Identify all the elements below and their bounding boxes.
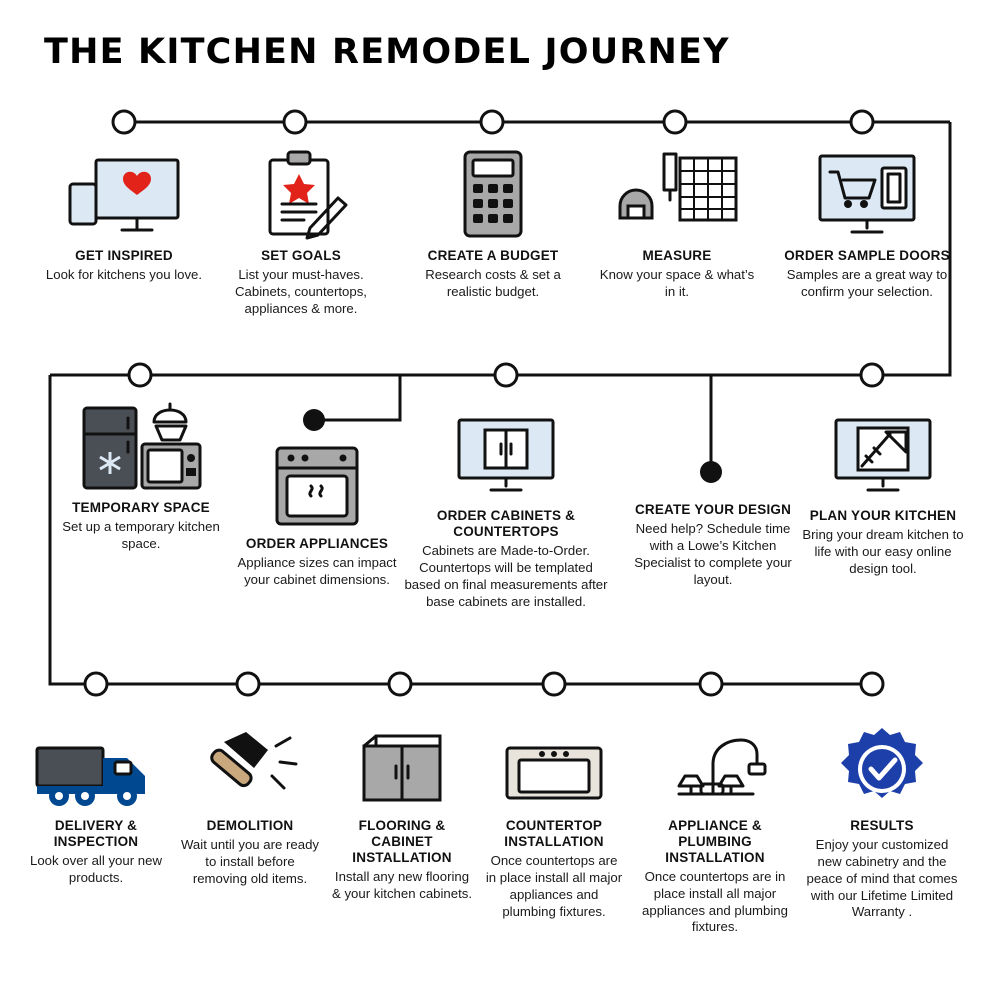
step-label: ORDER SAMPLE DOORS — [784, 248, 950, 263]
step-desc: Install any new flooring & your kitchen cabinets. — [332, 868, 473, 901]
step-desc: Set up a temporary kitchen space. — [62, 518, 220, 551]
badge-check-icon — [802, 710, 962, 810]
step-desc: List your must-haves. Cabinets, countertops, appliances & more. — [235, 266, 367, 316]
step-create-your-design — [630, 494, 796, 588]
step-desc: Cabinets are Made-to-Order. Countertops will be templated based on final measurements after base cabinets are installed. — [404, 542, 608, 609]
step-results — [802, 710, 962, 921]
step-desc: Look over all your new products. — [30, 852, 162, 885]
step-demolition — [180, 710, 320, 888]
step-plan-your-kitchen — [800, 400, 966, 578]
step-desc: Know your space & what’s in it. — [599, 266, 755, 299]
step-label: CREATE YOUR DESIGN — [634, 502, 792, 517]
countertop-cooktop-icon — [484, 710, 624, 810]
step-label: CREATE A BUDGET — [427, 248, 559, 263]
faucet-sink-icon — [640, 710, 790, 810]
step-flooring-cabinet-installation — [332, 710, 472, 903]
step-desc: Need help? Schedule time with a Lowe’s Kitchen Specialist to complete your layout. — [634, 520, 792, 587]
step-label: PLAN YOUR KITCHEN — [809, 508, 957, 523]
step-desc: Wait until you are ready to install before removing old items. — [180, 836, 320, 886]
step-desc: Once countertops are in place install all major appliances and plumbing fixtures. — [642, 868, 788, 935]
delivery-truck-icon — [20, 710, 172, 810]
monitor-heart-icon — [44, 140, 204, 240]
step-order-cabinets-countertops — [404, 400, 608, 610]
monitor-ruler-icon — [800, 400, 966, 500]
step-temporary-space — [56, 392, 226, 553]
step-desc: Look for kitchens you love. — [45, 266, 203, 282]
step-label: ORDER CABINETS & COUNTERTOPS — [436, 508, 576, 539]
page-title: THE KITCHEN REMODEL JOURNEY — [44, 32, 730, 72]
step-order-appliances — [234, 428, 400, 589]
step-label: DELIVERY & INSPECTION — [53, 818, 139, 849]
step-desc: Research costs & set a realistic budget. — [425, 266, 561, 299]
cabinet-icon — [332, 710, 472, 810]
step-desc: Bring your dream kitchen to life with our easy online design tool. — [802, 526, 964, 576]
step-desc: Once countertops are in place install all major appliances and plumbing fixtures. — [485, 852, 623, 919]
step-label: FLOORING & CABINET INSTALLATION — [352, 818, 452, 865]
sledgehammer-icon — [180, 710, 320, 810]
step-label: ORDER APPLIANCES — [245, 536, 389, 551]
step-get-inspired — [44, 140, 204, 284]
step-desc: Samples are a great way to confirm your selection. — [786, 266, 948, 299]
step-desc: Appliance sizes can impact your cabinet dimensions. — [237, 554, 397, 587]
oven-range-icon — [234, 428, 400, 528]
step-label: SET GOALS — [261, 248, 341, 263]
step-label: APPLIANCE & PLUMBING INSTALLATION — [665, 818, 765, 865]
step-order-sample-doors — [782, 140, 952, 301]
step-label: TEMPORARY SPACE — [72, 500, 210, 515]
step-delivery-inspection — [20, 710, 172, 887]
step-appliance-plumbing-installation — [640, 710, 790, 936]
step-desc: Enjoy your customized new cabinetry and the peace of mind that comes with our Lifetime Limited Warranty . — [806, 836, 958, 920]
clipboard-star-icon — [216, 140, 386, 240]
monitor-cabinet-icon — [404, 400, 608, 500]
step-measure — [594, 140, 760, 301]
step-set-goals — [216, 140, 386, 318]
step-label: RESULTS — [850, 818, 914, 833]
mini-fridge-microwave-icon — [56, 392, 226, 492]
tape-measure-grid-icon — [594, 140, 760, 240]
step-create-a-budget — [410, 140, 576, 301]
step-label: GET INSPIRED — [75, 248, 173, 263]
step-label: COUNTERTOP INSTALLATION — [504, 818, 604, 849]
monitor-cart-door-icon — [782, 140, 952, 240]
step-label: MEASURE — [642, 248, 712, 263]
step-label: DEMOLITION — [206, 818, 294, 833]
calculator-icon — [410, 140, 576, 240]
step-countertop-installation — [484, 710, 624, 920]
